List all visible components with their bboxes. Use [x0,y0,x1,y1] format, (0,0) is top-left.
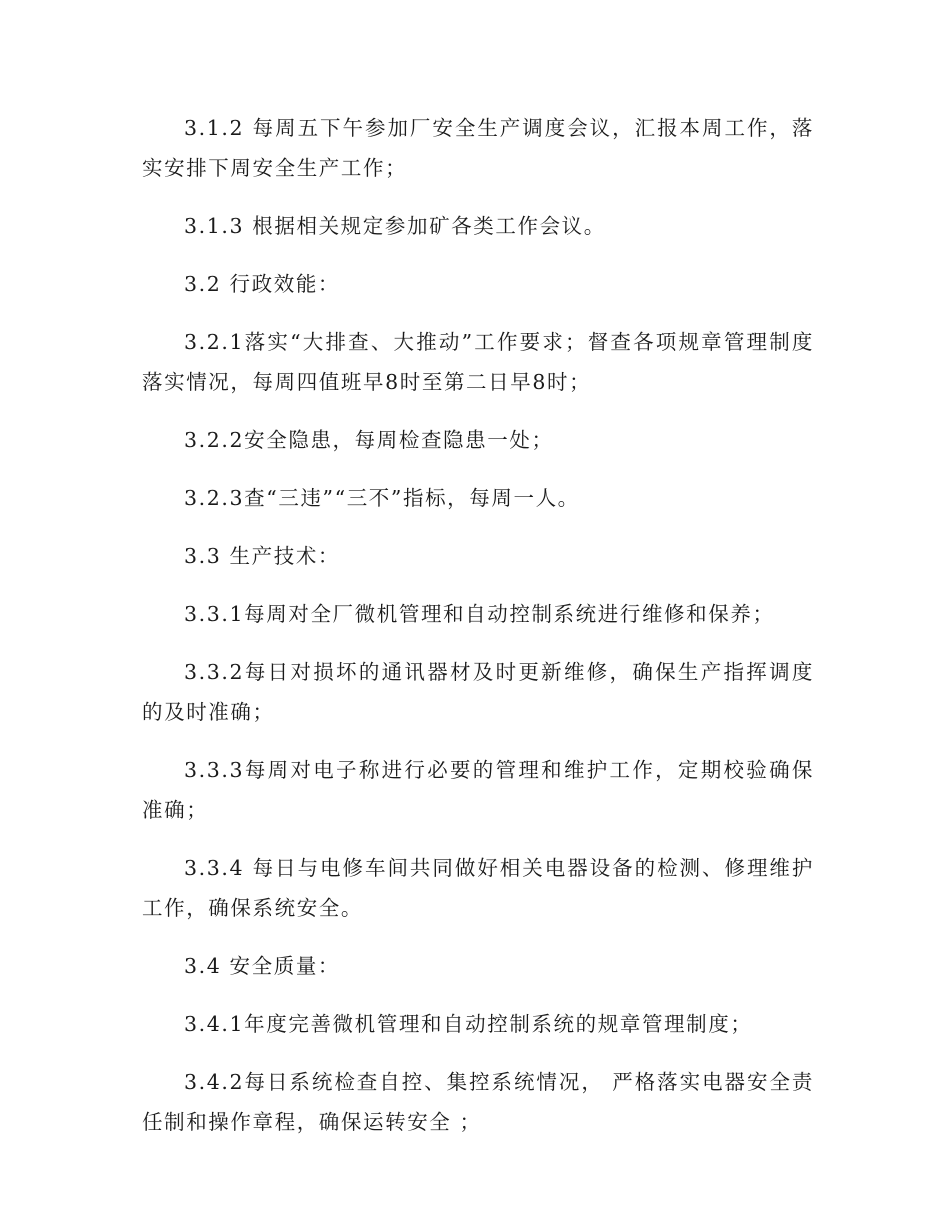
heading-3-2: 3.2 行政效能： [184,272,341,296]
paragraph-3-3-1: 3.3.1每周对全厂微机管理和自动控制系统进行维修和保养； [184,602,775,626]
paragraph-3-2-3: 3.2.3查“三违”“三不”指标，每周一人。 [184,486,580,510]
paragraph-3-2-1: 3.2.1落实“大排查、大推动”工作要求；督查各项规章管理制度落实情况，每周四值班早8时至第二日早8时； [142,330,814,394]
paragraph-3-4-2: 3.4.2每日系统检查自控、集控系统情况， 严格落实电器安全责任制和操作章程，确保运转安全 ； [142,1070,814,1134]
document-body [142,108,814,1160]
paragraph-3-3-3: 3.3.3每周对电子称进行必要的管理和维护工作，定期校验确保准确； [142,758,814,822]
heading-3-4: 3.4 安全质量： [184,954,341,978]
heading-3-3: 3.3 生产技术： [184,544,341,568]
paragraph-3-3-4: 3.3.4 每日与电修车间共同做好相关电器设备的检测、修理维护工作，确保系统安全。 [142,856,814,920]
paragraph-3-4-1: 3.4.1年度完善微机管理和自动控制系统的规章管理制度； [184,1012,753,1036]
paragraph-3-1-3: 3.1.3 根据相关规定参加矿各类工作会议。 [184,214,606,238]
paragraph-3-3-2: 3.3.2每日对损坏的通讯器材及时更新维修，确保生产指挥调度的及时准确； [142,660,814,724]
paragraph-3-2-2: 3.2.2安全隐患，每周检查隐患一处； [184,428,554,452]
paragraph-3-1-2: 3.1.2 每周五下午参加厂安全生产调度会议，汇报本周工作，落实安排下周安全生产工作； [142,116,814,180]
